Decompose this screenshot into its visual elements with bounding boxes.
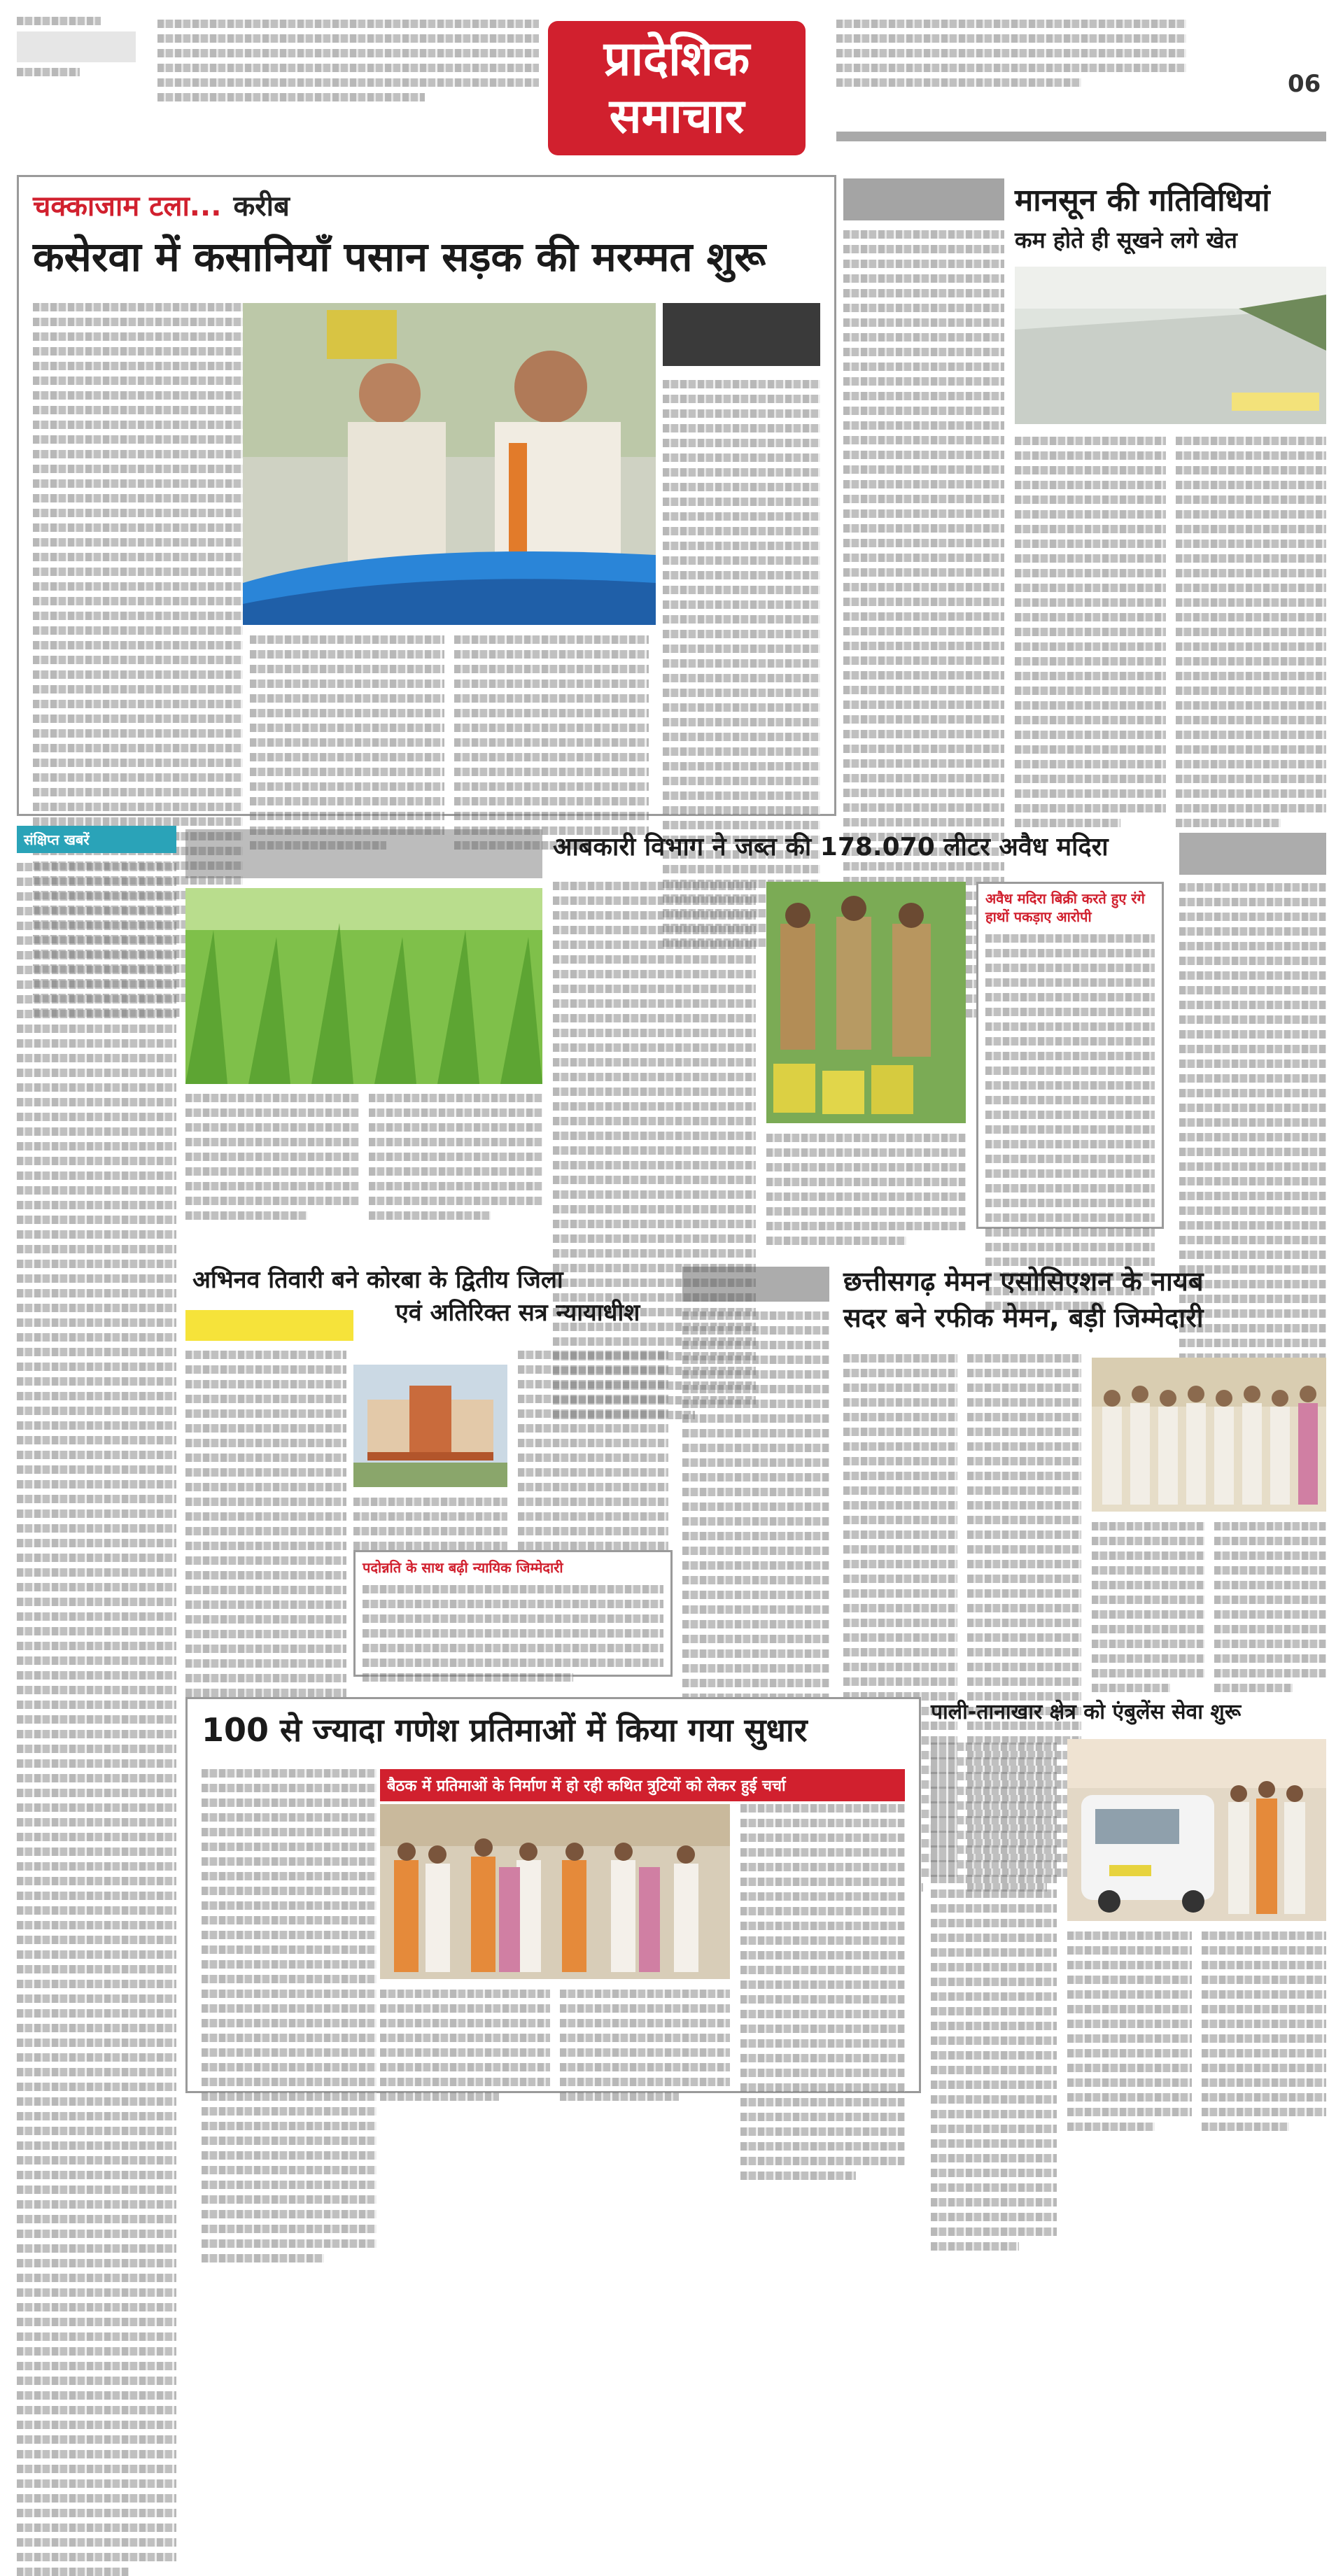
ambulance-text-right: [1067, 1931, 1326, 2137]
ambulance-headline: पाली-तानाखार क्षेत्र को एंबुलेंस सेवा शुरू: [931, 1700, 1242, 1724]
paddy-photo-image: [185, 888, 542, 1084]
ganesh-photo: [380, 1804, 730, 1979]
lead-photo-image: [243, 303, 656, 625]
ambulance-photo-image: [1067, 1739, 1326, 1921]
ganesh-photo-image: [380, 1804, 730, 1979]
liquor-photo: [766, 882, 966, 1123]
lead-quote-box: [663, 303, 820, 366]
narrow-mid-column: [682, 1267, 829, 1680]
memon-story: [843, 1267, 1326, 1680]
court-subbox: [353, 1550, 673, 1677]
court-story: [185, 1267, 672, 1680]
monsoon-story: [1015, 183, 1326, 799]
ganesh-text-right: [740, 1804, 905, 2186]
ambulance-text-left: [931, 1743, 1057, 2257]
lead-headline: कसेरवा में कसानियाँ पसान सड़क की मरम्मत शुरू: [33, 233, 766, 281]
lead-kicker: चक्काजाम टला...: [33, 190, 222, 223]
left-rail: [17, 826, 176, 2085]
ambulance-story: [931, 1701, 1326, 2089]
monsoon-headline-2: कम होते ही सूखने लगे खेत: [1015, 226, 1237, 253]
masthead-teaser-right: [836, 20, 1186, 132]
monsoon-photo: [1015, 267, 1326, 424]
ganesh-text-bottom: [380, 1990, 730, 2107]
masthead-teaser-left: [157, 20, 539, 146]
liquor-sidebox: [976, 882, 1164, 1229]
right-narrow-column: [843, 178, 1004, 801]
monsoon-photo-image: [1015, 267, 1326, 424]
section-title-line2: समाचार: [609, 89, 745, 145]
masthead-left-logo: [17, 17, 143, 122]
lead-photo: [243, 303, 656, 625]
right-narrow-mid: [1179, 833, 1326, 1225]
liquor-headline: आबकारी विभाग ने जब्त की 178.070 लीटर अवैध मदिरा: [553, 833, 1109, 861]
ganesh-subhead: बैठक में प्रतिमाओं के निर्माण में हो रही कथित त्रुटियों को लेकर हुई चर्चा: [380, 1769, 905, 1801]
section-title-line1: प्रादेशिक: [603, 31, 750, 87]
court-headline-1: अभिनव तिवारी बने कोरबा के द्वितीय जिला: [192, 1266, 563, 1294]
ganesh-text-left: [202, 1769, 377, 2269]
court-headline-2: एवं अतिरिक्त सत्र न्यायाधीश: [395, 1299, 640, 1328]
court-highlight: [185, 1310, 353, 1341]
court-subbox-title: पदोन्नति के साथ बढ़ी न्यायिक जिम्मेदारी: [363, 1559, 563, 1576]
ganesh-story-box: [185, 1697, 921, 2093]
court-photo: [353, 1365, 507, 1487]
section-title-badge: [548, 21, 806, 155]
liquor-text-mid: [766, 1134, 966, 1251]
memon-photo: [1092, 1358, 1326, 1512]
page-number: 06: [1288, 70, 1321, 98]
monsoon-headline-1: मानसून की गतिविधियां: [1015, 183, 1270, 218]
lead-kicker2: करीब: [233, 190, 290, 223]
memon-headline-2: सदर बने रफीक मेमन, बड़ी जिम्मेदारी: [843, 1302, 1204, 1333]
lead-text-col-2: [250, 635, 649, 856]
paddy-story: [185, 829, 542, 1221]
memon-text-right: [1092, 1522, 1326, 1698]
ganesh-headline: 100 से ज्यादा गणेश प्रतिमाओं में किया गया सुधार: [202, 1711, 808, 1749]
liquor-photo-image: [766, 882, 966, 1123]
masthead-rule: [836, 132, 1326, 141]
memon-photo-image: [1092, 1358, 1326, 1512]
court-photo-image: [353, 1365, 507, 1487]
liquor-story: [553, 833, 1169, 1225]
liquor-subhead: अवैध मदिरा बिक्री करते हुए रंगे हाथों पकड़ाए आरोपी: [985, 890, 1145, 925]
left-rail-tag: संक्षिप्त खबरें: [17, 826, 176, 853]
paddy-photo: [185, 888, 542, 1084]
ambulance-photo: [1067, 1739, 1326, 1921]
lead-story-box: [17, 175, 836, 816]
memon-headline-1: छत्तीसगढ़ मेमन एसोसिएशन के नायब: [843, 1266, 1204, 1297]
